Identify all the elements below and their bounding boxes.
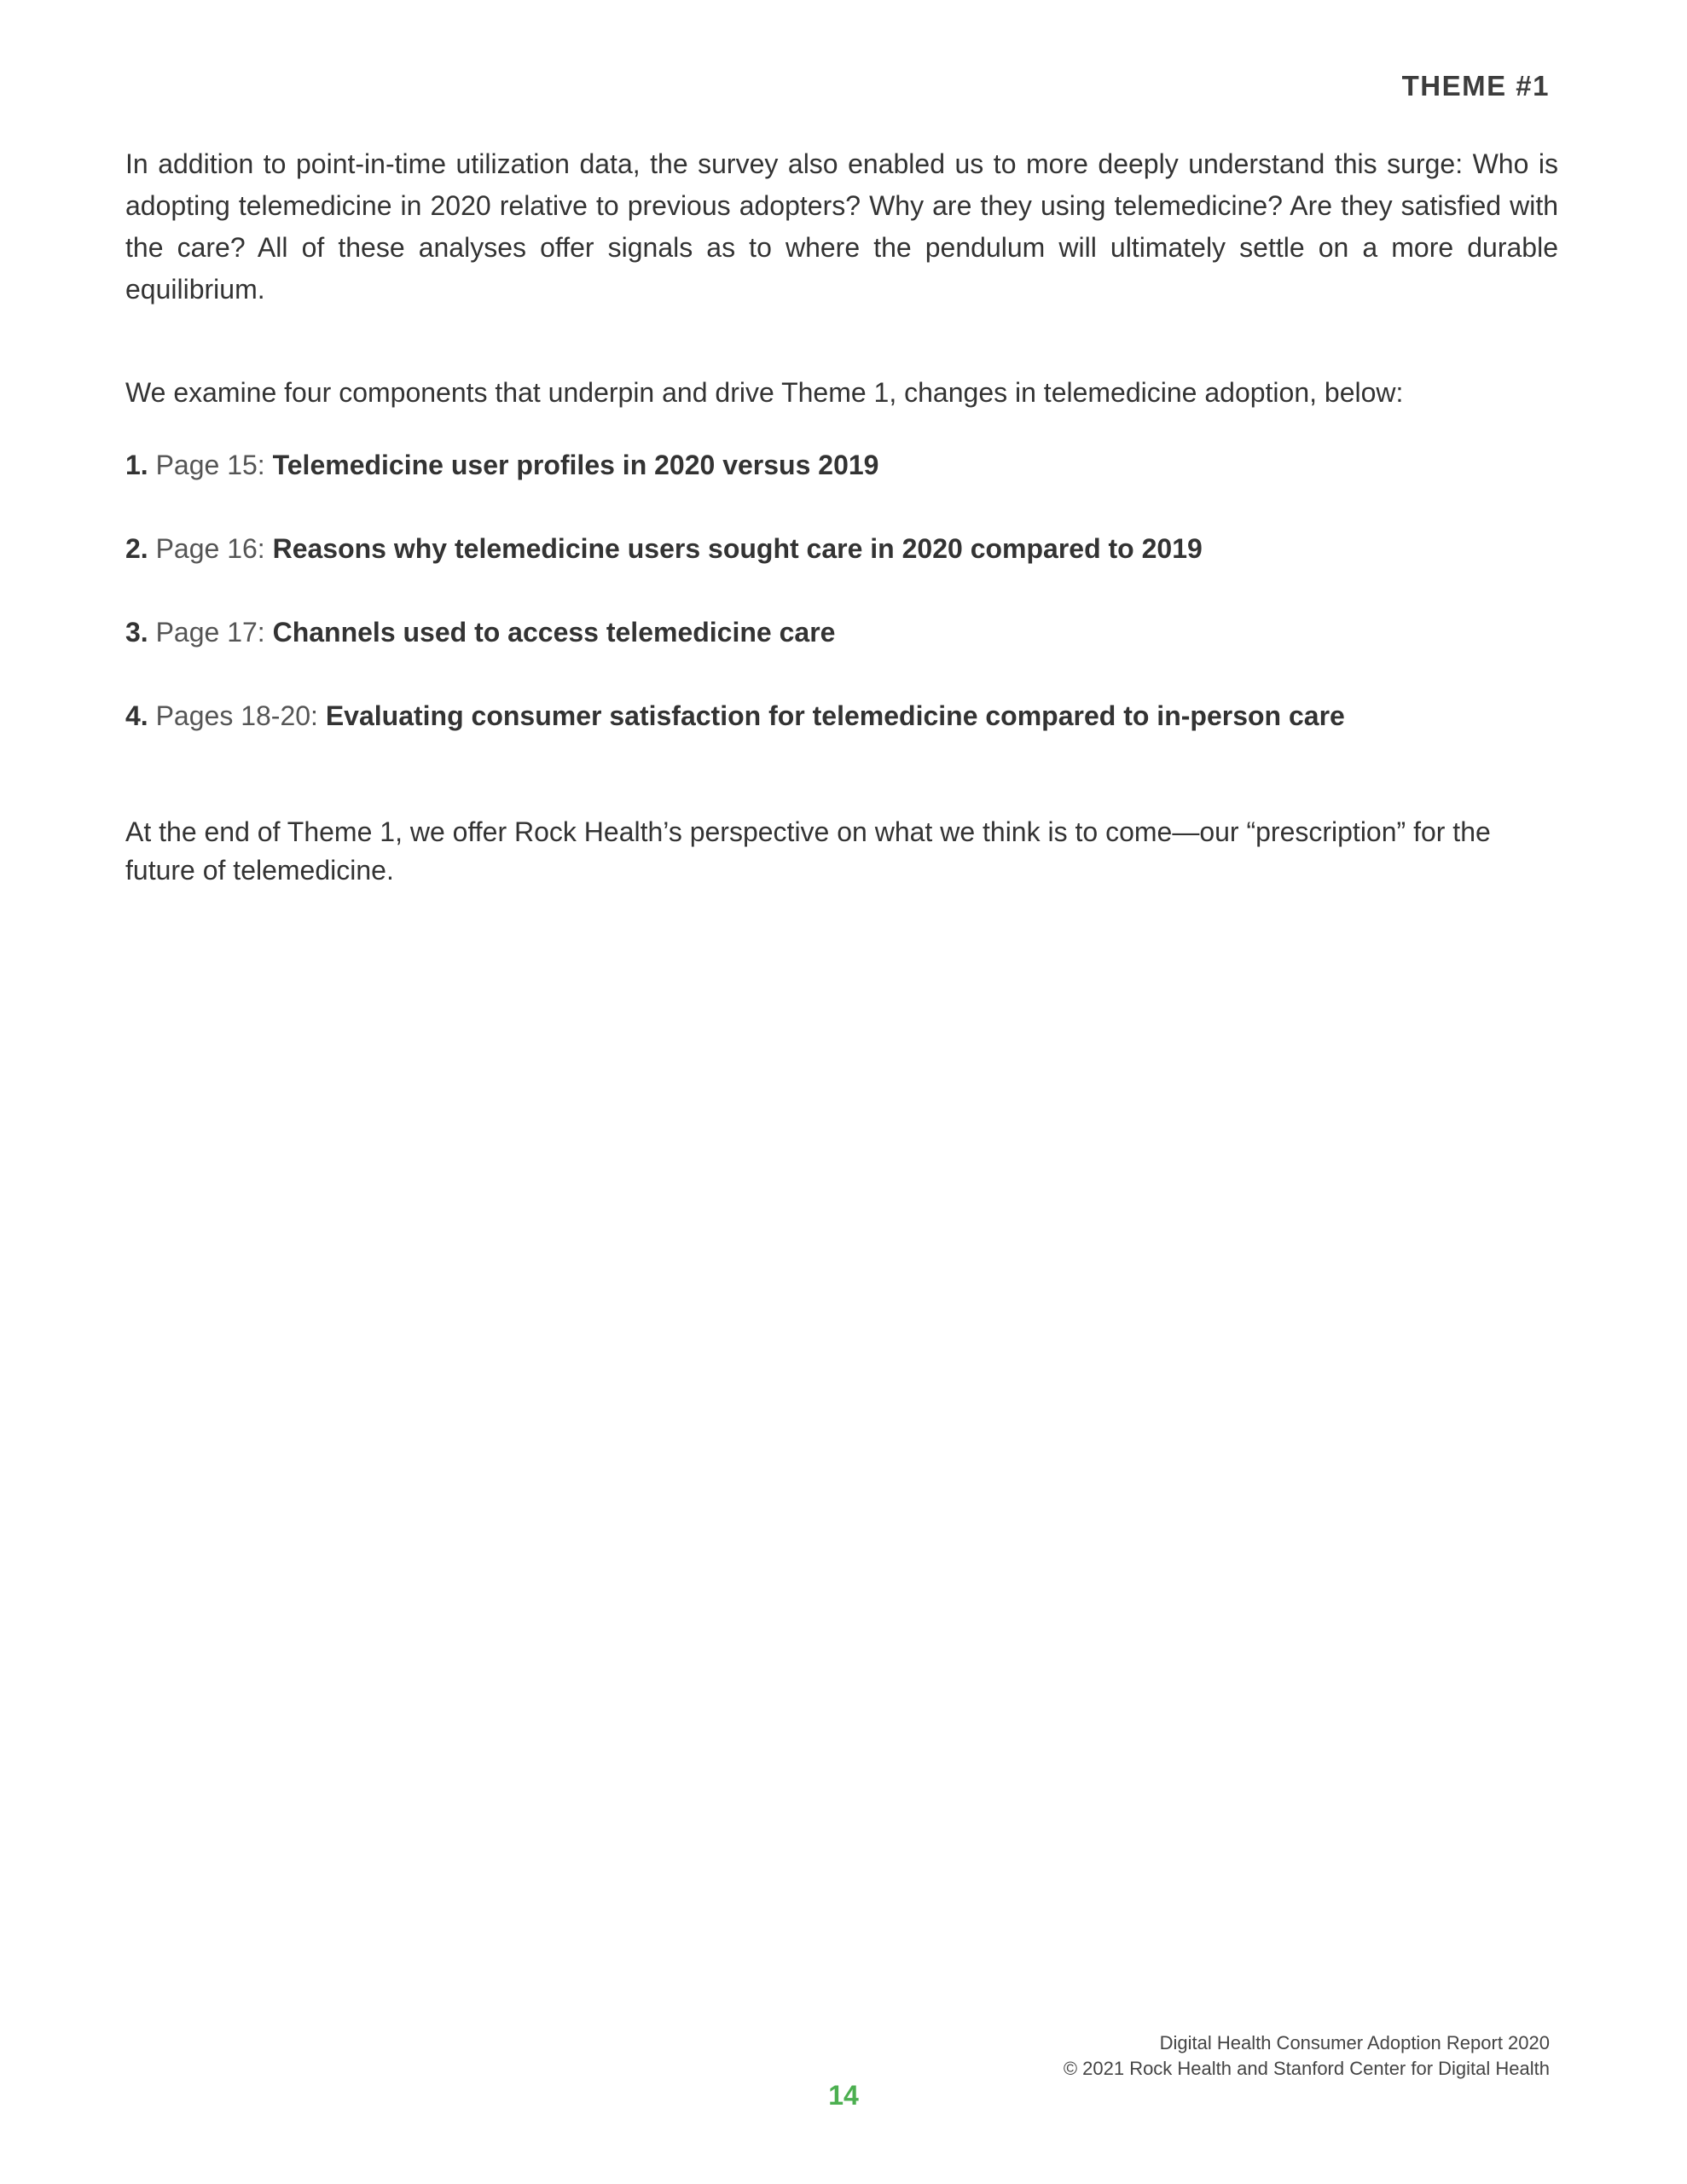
list-item [125, 444, 1558, 485]
list-item-page-ref: Pages 18-20: [155, 700, 318, 731]
components-list [125, 444, 1558, 736]
page-body [125, 143, 1558, 890]
list-item [125, 612, 1558, 653]
list-item [125, 528, 1558, 569]
list-item-page-ref: Page 16: [155, 533, 265, 564]
list-item-number: 4. [125, 700, 148, 731]
footer-report-title: Digital Health Consumer Adoption Report 2020 [1159, 2032, 1550, 2053]
components-intro-paragraph: We examine four components that underpin and drive Theme 1, changes in telemedicine adoption, below: [125, 377, 1404, 408]
list-item-number: 1. [125, 450, 148, 480]
list-item-title: Channels used to access telemedicine care [272, 617, 836, 648]
list-item-page-ref: Page 15: [155, 450, 265, 480]
intro-paragraph: In addition to point-in-time utilization data, the survey also enabled us to more deeply understand this surge: Who is adopting telemedicine in 2020 relative to previous adopters? Why are they using telemedicine? Are they satisfied with the care? All of these analyses offer signals as to where the pendulum will ultimately settle on a more durable equilibrium. [125, 148, 1558, 305]
footer-report-info [1064, 2030, 1550, 2082]
list-item-page-ref: Page 17: [155, 617, 265, 648]
list-item-title: Reasons why telemedicine users sought care in 2020 compared to 2019 [272, 533, 1203, 564]
list-item [125, 695, 1558, 736]
closing-paragraph: At the end of Theme 1, we offer Rock Health’s perspective on what we think is to come—our “prescription” for the future of telemedicine. [125, 816, 1491, 886]
footer-copyright: © 2021 Rock Health and Stanford Center for Digital Health [1063, 2058, 1550, 2079]
list-item-number: 2. [125, 533, 148, 564]
theme-label: THEME #1 [1401, 70, 1550, 102]
page-number: 14 [828, 2080, 859, 2111]
list-item-number: 3. [125, 617, 148, 648]
list-item-title: Evaluating consumer satisfaction for telemedicine compared to in-person care [325, 700, 1345, 731]
list-item-title: Telemedicine user profiles in 2020 versus 2019 [272, 450, 879, 480]
